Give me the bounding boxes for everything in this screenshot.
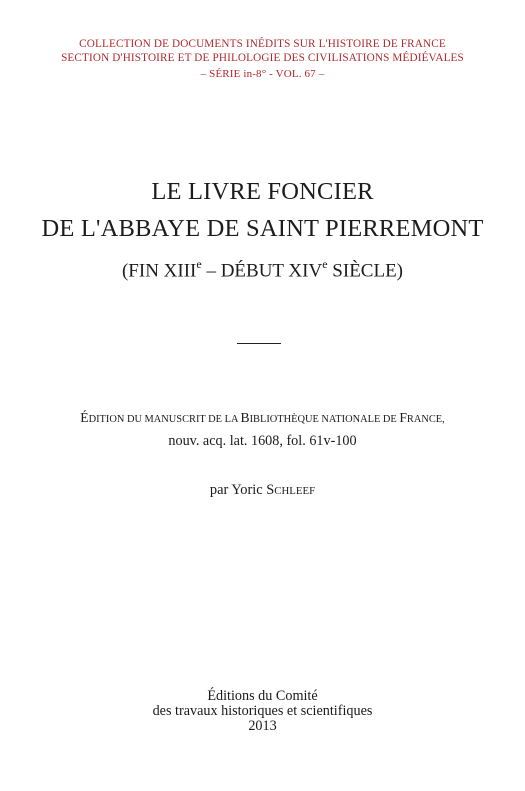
author-line bbox=[0, 482, 525, 499]
publication-year: 2013 bbox=[248, 718, 277, 734]
edition-cap-e: É bbox=[80, 410, 89, 425]
author-surname-rest: CHLEEF bbox=[274, 485, 316, 497]
edition-text-1: DITION DU MANUSCRIT DE LA bbox=[88, 414, 241, 425]
author-surname-cap: S bbox=[266, 482, 275, 498]
edition-text-2: IBLIOTHÈQUE NATIONALE DE bbox=[249, 414, 400, 425]
collection-section: SECTION D'HISTOIRE ET DE PHILOLOGIE DES CIVILISATIONS MÉDIÉVALES bbox=[61, 52, 464, 64]
divider-rule bbox=[237, 343, 281, 344]
collection-title: COLLECTION DE DOCUMENTS INÉDITS SUR L'HISTOIRE DE FRANCE bbox=[79, 38, 446, 50]
dates-open: (FIN XIII bbox=[121, 260, 197, 282]
dates-close: SIÈCLE) bbox=[327, 260, 404, 282]
edition-text-3: RANCE, bbox=[406, 414, 445, 425]
edition-description bbox=[0, 410, 525, 426]
book-title-line2: DE L'ABBAYE DE SAINT PIERREMONT bbox=[41, 215, 484, 242]
publisher-line1: Éditions du Comité bbox=[207, 688, 318, 704]
dates-superscript-2: e bbox=[322, 257, 328, 271]
edition-cap-b: B bbox=[240, 410, 250, 425]
book-subtitle-dates bbox=[0, 258, 525, 282]
dates-superscript-1: e bbox=[196, 257, 202, 271]
manuscript-reference: nouv. acq. lat. 1608, fol. 61v-100 bbox=[168, 433, 357, 449]
dates-middle: – DÉBUT XIV bbox=[201, 260, 323, 282]
author-prefix: par Yoric bbox=[209, 482, 267, 498]
publisher-line2: des travaux historiques et scientifiques bbox=[152, 703, 373, 719]
edition-cap-f: F bbox=[399, 410, 407, 425]
book-title-line1: LE LIVRE FONCIER bbox=[151, 178, 374, 205]
series-volume: – SÉRIE in-8° - VOL. 67 – bbox=[200, 68, 325, 80]
